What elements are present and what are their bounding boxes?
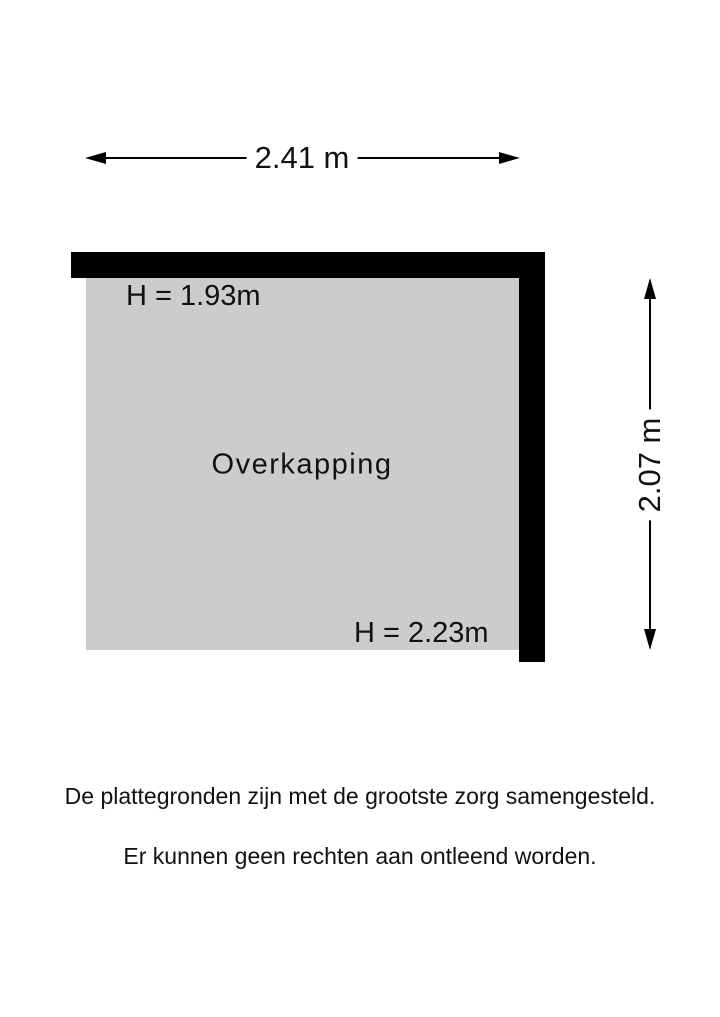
- height-label-right: H = 2.23m: [354, 617, 489, 649]
- disclaimer-line-2: Er kunnen geen rechten aan ontleend worden.: [123, 843, 597, 869]
- width-dimension-label: 2.41 m: [247, 140, 358, 176]
- depth-dimension-label: 2.07 m: [632, 410, 668, 521]
- disclaimer-line-1: De plattegronden zijn met de grootste zorg samengesteld.: [64, 783, 656, 809]
- room-name-label: Overkapping: [211, 448, 393, 481]
- height-label-left: H = 1.93m: [126, 280, 261, 312]
